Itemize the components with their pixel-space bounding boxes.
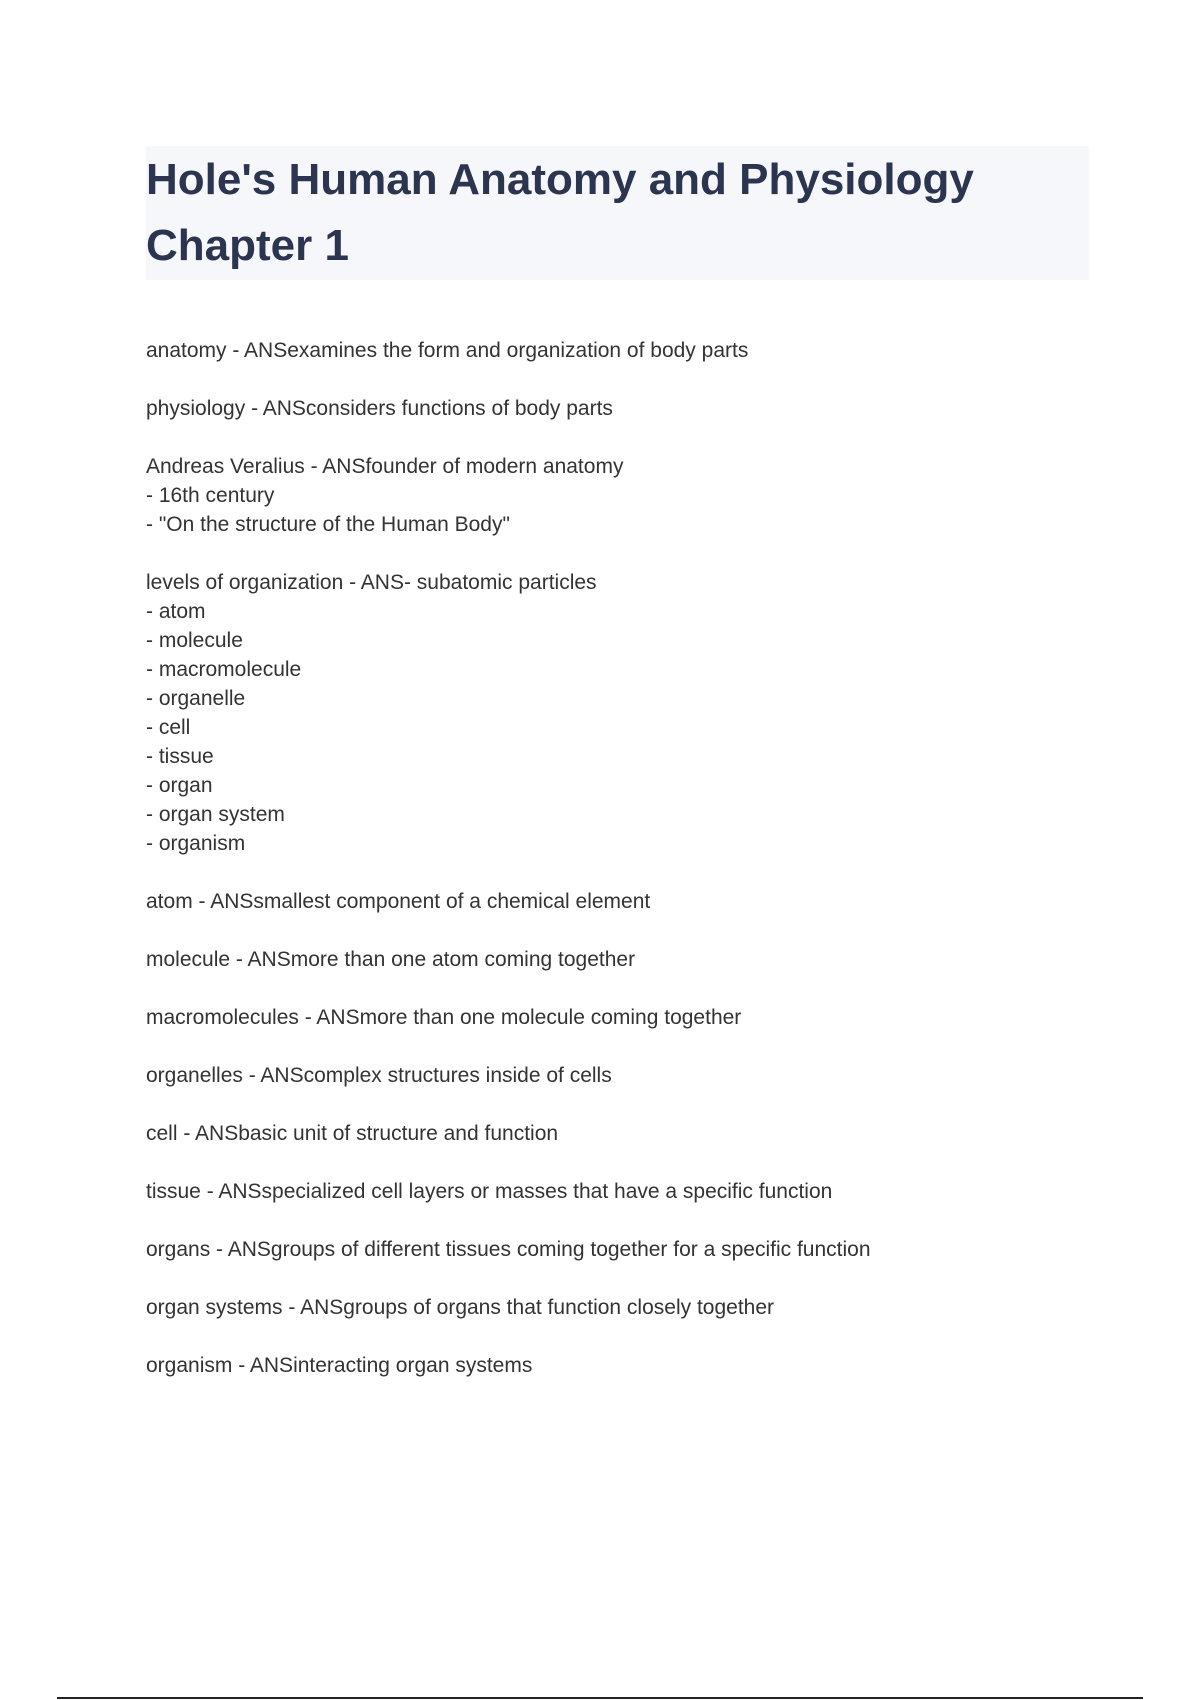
entry-first-line bbox=[146, 1351, 1086, 1380]
entry-term: organism bbox=[146, 1354, 233, 1377]
flashcard-entry bbox=[146, 568, 1086, 858]
flashcard-entry bbox=[146, 1351, 1086, 1380]
entry-detail-line: - molecule bbox=[146, 629, 243, 652]
entry-separator: - ANS bbox=[177, 1122, 239, 1145]
entry-definition: examines the form and organization of body parts bbox=[287, 339, 749, 362]
entry-definition: complex structures inside of cells bbox=[303, 1064, 612, 1087]
entry-first-line bbox=[146, 887, 1086, 916]
flashcard-list bbox=[146, 336, 1086, 1409]
flashcard-entry bbox=[146, 887, 1086, 916]
entry-term: macromolecules bbox=[146, 1006, 299, 1029]
entry-definition: founder of modern anatomy bbox=[365, 455, 624, 478]
entry-separator: - ANS bbox=[304, 455, 366, 478]
entry-detail-line: - tissue bbox=[146, 745, 214, 768]
entry-first-line bbox=[146, 568, 1086, 597]
page-title: Hole's Human Anatomy and Physiology Chapter 1 bbox=[146, 155, 974, 270]
flashcard-entry bbox=[146, 336, 1086, 365]
flashcard-entry bbox=[146, 394, 1086, 423]
entry-first-line bbox=[146, 1177, 1086, 1206]
entry-first-line bbox=[146, 1061, 1086, 1090]
entry-definition: specialized cell layers or masses that have a specific function bbox=[261, 1180, 833, 1203]
flashcard-entry bbox=[146, 1119, 1086, 1148]
entry-separator: - ANS bbox=[210, 1238, 271, 1261]
entry-separator: - ANS bbox=[298, 1006, 360, 1029]
entry-term: organ systems bbox=[146, 1296, 283, 1319]
entry-detail-line: - "On the structure of the Human Body" bbox=[146, 513, 510, 536]
entry-separator: - ANS bbox=[226, 339, 288, 362]
flashcard-entry bbox=[146, 1061, 1086, 1090]
entry-first-line bbox=[146, 394, 1086, 423]
entry-first-line bbox=[146, 1293, 1086, 1322]
entry-definition: basic unit of structure and function bbox=[238, 1122, 559, 1145]
flashcard-entry bbox=[146, 1235, 1086, 1264]
entry-separator: - ANS bbox=[245, 397, 306, 420]
entry-detail-line: - organ system bbox=[146, 803, 285, 826]
entry-definition: considers functions of body parts bbox=[305, 397, 613, 420]
entry-detail-line: - atom bbox=[146, 600, 206, 623]
entry-first-line bbox=[146, 1003, 1086, 1032]
entry-detail-line: - cell bbox=[146, 716, 191, 739]
entry-first-line bbox=[146, 336, 1086, 365]
entry-definition: - subatomic particles bbox=[403, 571, 597, 594]
entry-term: atom bbox=[146, 890, 193, 913]
entry-definition: smallest component of a chemical element bbox=[253, 890, 651, 913]
entry-term: Andreas Veralius bbox=[146, 455, 305, 478]
entry-term: organelles bbox=[146, 1064, 243, 1087]
entry-term: tissue bbox=[146, 1180, 201, 1203]
footer-divider bbox=[57, 1697, 1143, 1699]
entry-definition: groups of organs that function closely together bbox=[343, 1296, 775, 1319]
flashcard-entry bbox=[146, 1293, 1086, 1322]
entry-first-line bbox=[146, 945, 1086, 974]
entry-separator: - ANS bbox=[282, 1296, 344, 1319]
entry-term: organs bbox=[146, 1238, 211, 1261]
entry-term: molecule bbox=[146, 948, 231, 971]
entry-detail-line: - organelle bbox=[146, 687, 246, 710]
entry-separator: - ANS bbox=[242, 1064, 304, 1087]
entry-term: levels of organization bbox=[146, 571, 344, 594]
entry-separator: - ANS bbox=[343, 571, 404, 594]
title-banner bbox=[146, 146, 1089, 280]
entry-detail-line: - organ bbox=[146, 774, 213, 797]
entry-first-line bbox=[146, 452, 1086, 481]
entry-separator: - ANS bbox=[200, 1180, 262, 1203]
entry-separator: - ANS bbox=[230, 948, 291, 971]
entry-detail-line: - 16th century bbox=[146, 484, 275, 507]
entry-term: anatomy bbox=[146, 339, 227, 362]
entry-term: cell bbox=[146, 1122, 178, 1145]
entry-definition: interacting organ systems bbox=[293, 1354, 533, 1377]
flashcard-entry bbox=[146, 945, 1086, 974]
entry-definition: groups of different tissues coming together for a specific function bbox=[270, 1238, 871, 1261]
entry-definition: more than one atom coming together bbox=[290, 948, 636, 971]
entry-detail-line: - organism bbox=[146, 832, 246, 855]
entry-separator: - ANS bbox=[192, 890, 254, 913]
flashcard-entry bbox=[146, 452, 1086, 539]
entry-first-line bbox=[146, 1119, 1086, 1148]
entry-first-line bbox=[146, 1235, 1086, 1264]
flashcard-entry bbox=[146, 1177, 1086, 1206]
flashcard-entry bbox=[146, 1003, 1086, 1032]
entry-definition: more than one molecule coming together bbox=[359, 1006, 742, 1029]
entry-term: physiology bbox=[146, 397, 246, 420]
entry-detail-line: - macromolecule bbox=[146, 658, 302, 681]
entry-separator: - ANS bbox=[232, 1354, 294, 1377]
